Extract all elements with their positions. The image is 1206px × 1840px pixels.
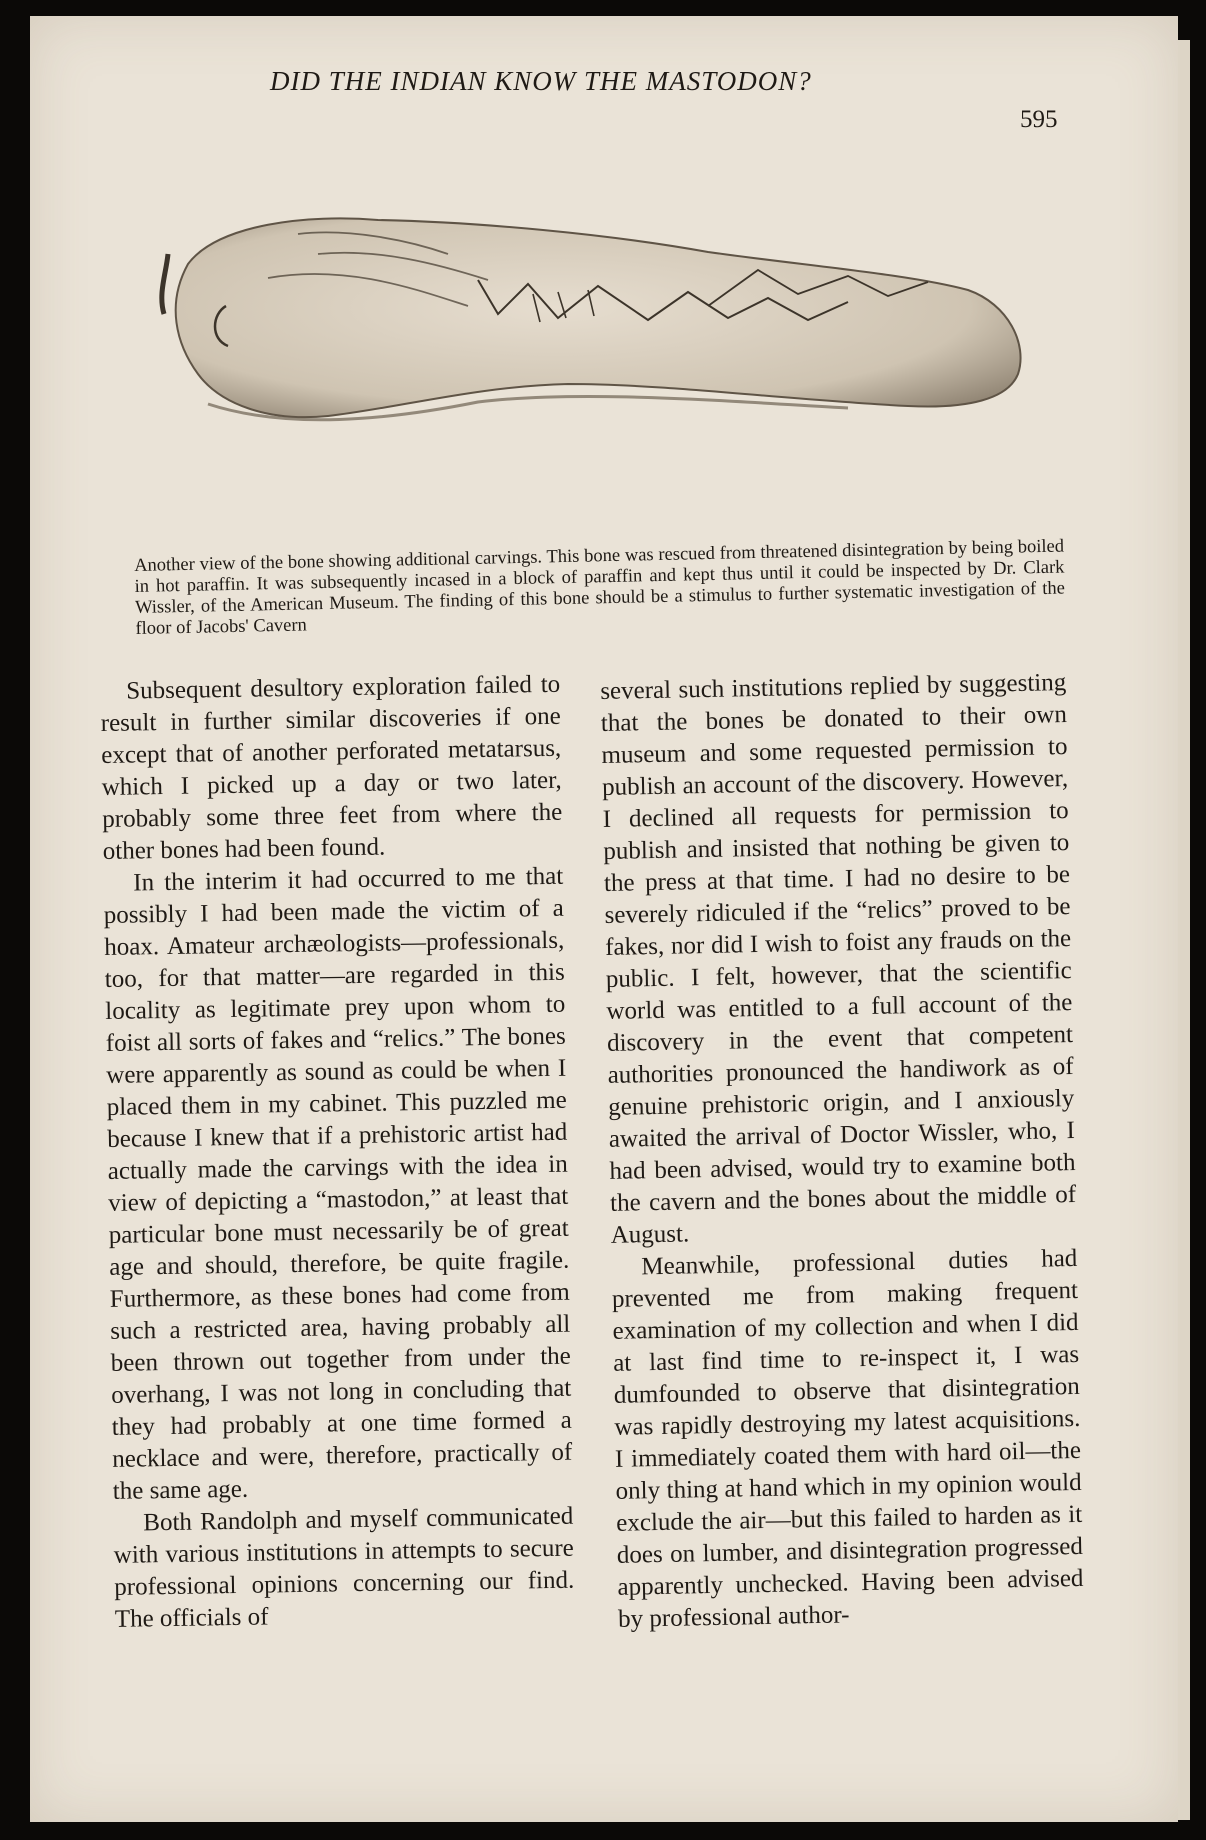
figure-caption: Another view of the bone showing additional carvings. This bone was rescued from threatened disintegration by being boiled in hot paraffin. It was subsequently incased in a block of paraffin and kept thus until it could be inspected by Dr. Clark Wissler, of the American Museum. The finding of this bone should be a stimulus to further systematic investigation of the floor of Jacobs' Cavern: [134, 536, 1066, 639]
paragraph: Subsequent desultory exploration failed to result in further similar discoveries if one except that of another perforated metatarsus, which I picked up a day or two later, probably some three feet from where the other bones had been found.: [100, 670, 563, 865]
carved-bone-image: [148, 194, 1048, 474]
magazine-page: [30, 16, 1178, 1822]
paragraph: Both Randolph and myself communicated with various institutions in attempts to secure professional opinions concerning our find. The officials of: [113, 1502, 575, 1633]
paragraph: Meanwhile, professional duties had prevented me from making frequent examination of my collection and when I did at last find time to re-inspect it, I was dumfounded to observe that disintegration was rapidly destroying my latest acquisitions. I immediately coated them with hard oil—the only thing at hand which in my opinion would exclude the air—but this failed to harden as it does on lumber, and disintegration progressed apparently unchecked. Having been advised by professional author-: [611, 1244, 1084, 1633]
paragraph: In the interim it had occurred to me that possibly I had been made the victim of a hoax. Amateur archæologists—professionals, too, for that matter—are regarded in this locality as legitimate prey upon whom to foist all sorts of fakes and “relics.” The bones were apparently as sound as could be when I placed them in my cabinet. This puzzled me because I knew that if a prehistoric artist had actually made the carvings with the idea in view of depicting a “mastodon,” at least that particular bone must necessarily be of great age and should, therefore, be quite fragile. Furthermore, as these bones had come from such a restricted area, having probably all been thrown out together from under the overhang, I was not long in concluding that they had probably at one time formed a necklace and were, therefore, practically of the same age.: [103, 862, 573, 1505]
paragraph: several such institutions replied by suggesting that the bones be donated to their own museum and some requested permission to publish an account of the discovery. However, I declined all requests for permission to publish and insisted that nothing be given to the press at that time. I had no desire to be severely ridiculed if the “relics” proved to be fakes, nor did I wish to foist any frauds on the public. I felt, however, that the scientific world was entitled to a full account of the discovery in the event that competent authorities pronounced the handiwork as of genuine prehistoric origin, and I anxiously awaited the arrival of Doctor Wissler, who, I had been advised, would try to examine both the cavern and the bones about the middle of August.: [600, 669, 1077, 1249]
bone-figure: [148, 194, 1048, 474]
right-column: [600, 667, 1084, 1636]
running-head: DID THE INDIAN KNOW THE MASTODON?: [270, 66, 812, 96]
page-number: 595: [1020, 106, 1058, 133]
bone-shape: [176, 218, 1021, 417]
left-column: [100, 669, 575, 1636]
